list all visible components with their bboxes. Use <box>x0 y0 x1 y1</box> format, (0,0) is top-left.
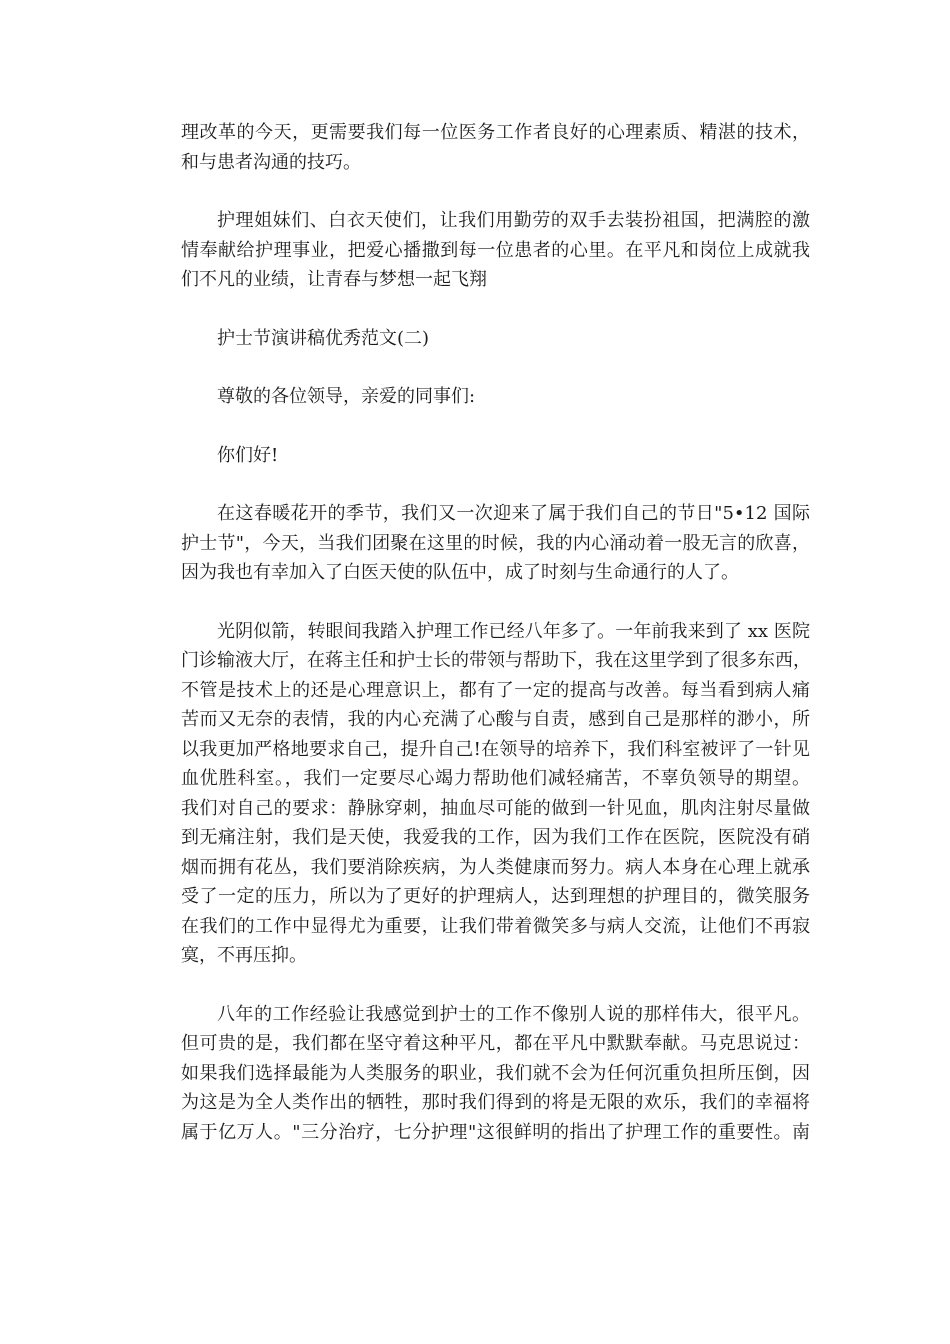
text-line: 为这是为全人类作出的牺牲，那时我们得到的将是无限的欢乐，我们的幸福将 <box>181 1092 810 1113</box>
text-line: 光阴似箭，转眼间我踏入护理工作已经八年多了。一年前我来到了 xx 医院 <box>217 620 810 642</box>
text-line: 在我们的工作中显得尤为重要，让我们带着微笑多与病人交流，让他们不再寂 <box>181 915 810 937</box>
text-line: 血优胜科室。，我们一定要尽心竭力帮助他们减轻痛苦，不辜负领导的期望。 <box>181 768 810 789</box>
text-line: 们不凡的业绩，让青春与梦想一起飞翔 <box>181 269 487 290</box>
text-line: 门诊输液大厅，在蒋主任和护士长的带领与帮助下，我在这里学到了很多东西， <box>181 650 811 671</box>
text-line: 情奉献给护理事业，把爱心播撒到每一位患者的心里。在平凡和岗位上成就我 <box>181 239 810 261</box>
text-line: 属于亿万人。"三分治疗，七分护理"这很鲜明的指出了护理工作的重要性。南 <box>181 1121 810 1143</box>
text-line: 在这春暖花开的季节，我们又一次迎来了属于我们自己的节日"5•12 国际 <box>217 503 810 524</box>
text-line: 你们好! <box>217 444 279 466</box>
text-line: 尊敬的各位领导，亲爱的同事们: <box>217 386 476 407</box>
text-line: 如果我们选择最能为人类服务的职业，我们就不会为任何沉重负担所压倒，因 <box>181 1062 810 1084</box>
text-line: 到无痛注射，我们是天使，我爱我的工作，因为我们工作在医院，医院没有硝 <box>181 827 810 848</box>
section-heading <box>145 324 810 354</box>
paragraph <box>145 118 810 177</box>
text-line: 护士节演讲稿优秀范文(二) <box>217 327 430 349</box>
text-line: 和与患者沟通的技巧。 <box>181 151 361 173</box>
text-line: 以我更加严格地要求自己，提升自己!在领导的培养下，我们科室被评了一针见 <box>181 738 810 760</box>
paragraph <box>145 1000 810 1148</box>
paragraph <box>145 499 810 588</box>
text-line: 苦而又无奈的表情，我的内心充满了心酸与自责，感到自己是那样的渺小，所 <box>181 709 810 730</box>
text-line: 烟而拥有花丛，我们要消除疾病，为人类健康而努力。病人本身在心理上就承 <box>181 856 810 878</box>
text-line: 但可贵的是，我们都在坚守着这种平凡，都在平凡中默默奉献。马克思说过： <box>181 1033 810 1054</box>
text-line: 护士节"，今天，当我们团聚在这里的时候，我的内心涌动着一股无言的欣喜， <box>181 532 810 554</box>
text-line: 寞，不再压抑。 <box>181 945 307 966</box>
text-line: 我们对自己的要求：静脉穿刺，抽血尽可能的做到一针见血，肌肉注射尽量做 <box>181 797 810 819</box>
text-line: 护理姐妹们、白衣天使们，让我们用勤劳的双手去装扮祖国，把满腔的激 <box>217 210 810 231</box>
text-line: 受了一定的压力，所以为了更好的护理病人，达到理想的护理目的，微笑服务 <box>181 886 810 907</box>
text-line: 理改革的今天，更需要我们每一位医务工作者良好的心理素质、精湛的技术， <box>181 122 810 143</box>
text-line: 八年的工作经验让我感觉到护士的工作不像别人说的那样伟大，很平凡。 <box>217 1003 810 1025</box>
text-line: 不管是技术上的还是心理意识上，都有了一定的提高与改善。每当看到病人痛 <box>181 679 810 701</box>
salutation <box>145 382 810 412</box>
greeting <box>145 441 810 471</box>
paragraph <box>145 617 810 971</box>
document-body <box>145 118 810 1176</box>
text-line: 因为我也有幸加入了白医天使的队伍中，成了时刻与生命通行的人了。 <box>181 562 739 583</box>
paragraph <box>145 206 810 295</box>
